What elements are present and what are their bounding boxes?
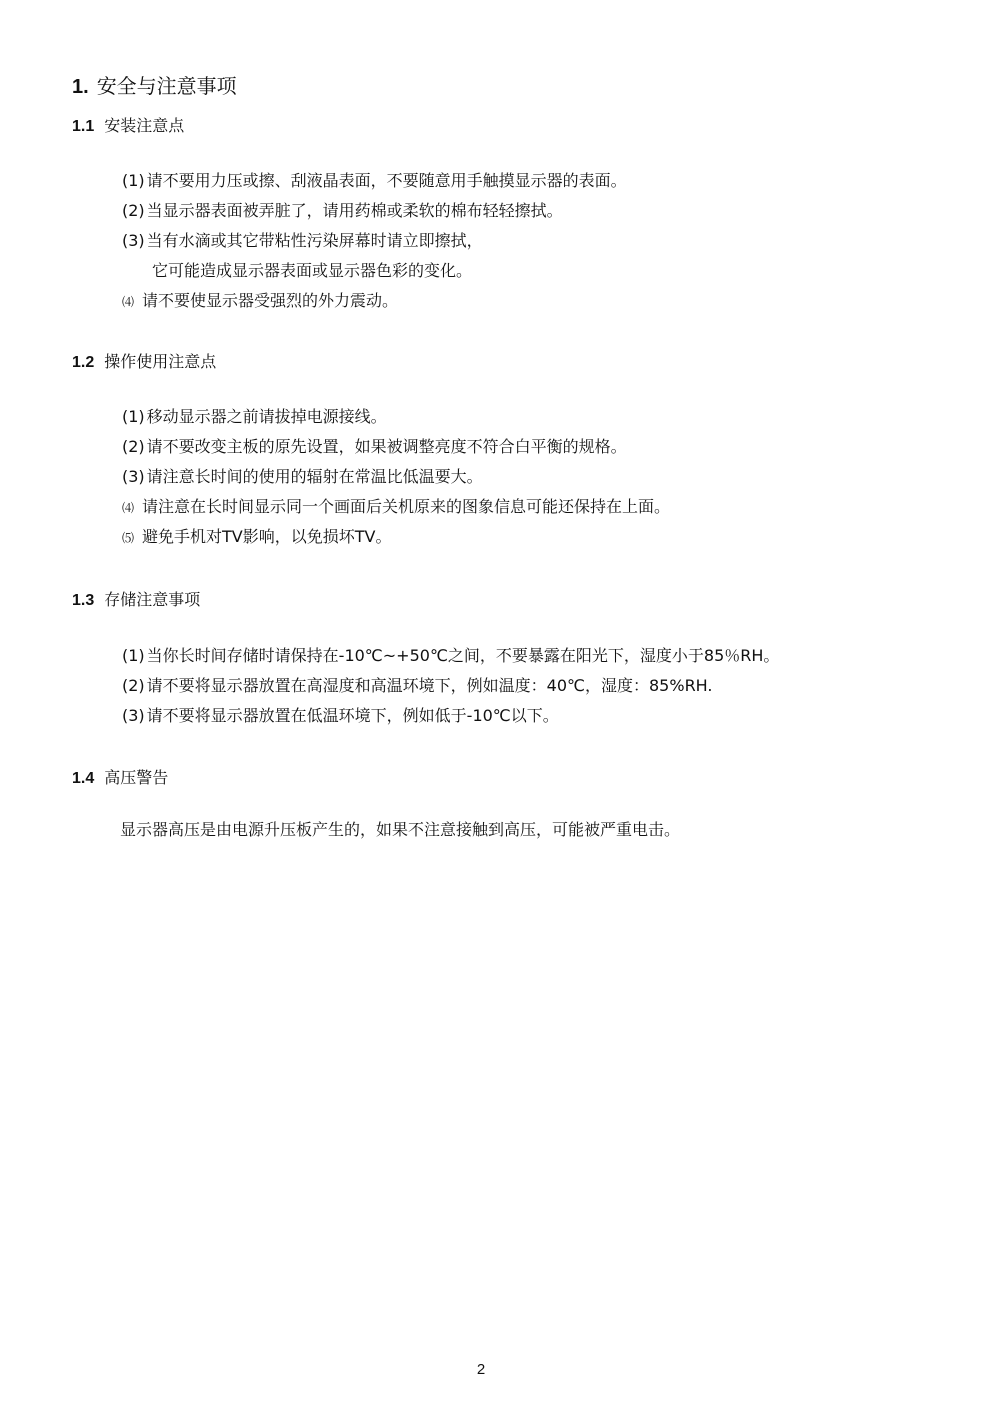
subsection-number: 1.2 <box>72 354 95 371</box>
subsection-title: 高压警告 <box>104 768 169 787</box>
list-marker: ⑷ <box>122 295 135 309</box>
subsection-title: 存储注意事项 <box>104 590 201 609</box>
list-item-text: 请不要将显示器放置在低温环境下，例如低于-10℃以下。 <box>146 706 559 725</box>
list-marker: (2) <box>122 437 145 456</box>
subsection-number: 1.1 <box>72 118 95 135</box>
list-marker: (2) <box>122 201 145 220</box>
list-item <box>122 674 713 698</box>
list-marker: (1) <box>122 171 145 190</box>
list-item <box>122 289 398 314</box>
list-marker: (1) <box>122 407 145 426</box>
list-item <box>122 704 559 728</box>
section-title: 安全与注意事项 <box>96 74 237 98</box>
list-marker: ⑷ <box>122 501 135 515</box>
list-item-text: 移动显示器之前请拔掉电源接线。 <box>146 407 387 426</box>
list-marker: (3) <box>122 467 145 486</box>
section-number: 1. <box>72 76 89 98</box>
subsection-number: 1.3 <box>72 592 95 609</box>
page-number: 2 <box>476 1361 486 1378</box>
list-item <box>122 495 670 520</box>
list-item <box>122 229 483 253</box>
list-item <box>122 435 627 459</box>
list-item-text: 当你长时间存储时请保持在-10℃~+50℃之间，不要暴露在阳光下，湿度小于85％RH。 <box>146 646 780 665</box>
list-marker: (3) <box>122 231 145 250</box>
list-item <box>122 525 391 550</box>
subsection-heading-1-1 <box>72 114 184 139</box>
list-item <box>122 644 779 668</box>
subsection-title: 操作使用注意点 <box>104 352 217 371</box>
list-item-text: 请不要改变主板的原先设置，如果被调整亮度不符合白平衡的规格。 <box>146 437 627 456</box>
list-item <box>122 169 627 193</box>
list-item-text: 请注意在长时间显示同一个画面后关机原来的图象信息可能还保持在上面。 <box>142 497 671 516</box>
list-item-text: 请不要将显示器放置在高湿度和高温环境下，例如温度：40℃，湿度：85%RH. <box>146 676 713 695</box>
section-heading-1 <box>72 72 237 101</box>
subsection-heading-1-2 <box>72 350 216 375</box>
list-item-text: 当有水滴或其它带粘性污染屏幕时请立即擦拭， <box>146 231 483 250</box>
list-item-text: 请不要用力压或擦、刮液晶表面，不要随意用手触摸显示器的表面。 <box>146 171 627 190</box>
list-marker: (1) <box>122 646 145 665</box>
list-item-text: 避免手机对TV影响，以免损坏TV。 <box>142 527 392 546</box>
list-item-text: 请不要使显示器受强烈的外力震动。 <box>142 291 399 310</box>
list-marker: (3) <box>122 706 145 725</box>
list-item-text: 请注意长时间的使用的辐射在常温比低温要大。 <box>146 467 483 486</box>
list-marker: (2) <box>122 676 145 695</box>
warning-paragraph: 显示器高压是由电源升压板产生的，如果不注意接触到高压，可能被严重电击。 <box>120 820 681 839</box>
subsection-heading-1-3 <box>72 588 200 613</box>
list-item-continuation: 它可能造成显示器表面或显示器色彩的变化。 <box>152 261 473 280</box>
subsection-number: 1.4 <box>72 770 95 787</box>
list-item <box>122 199 563 223</box>
list-item <box>122 405 387 429</box>
list-marker: ⑸ <box>122 531 135 545</box>
list-item-text: 当显示器表面被弄脏了，请用药棉或柔软的棉布轻轻擦拭。 <box>146 201 563 220</box>
list-item <box>122 465 483 489</box>
subsection-heading-1-4 <box>72 766 168 791</box>
subsection-title: 安装注意点 <box>104 116 185 135</box>
